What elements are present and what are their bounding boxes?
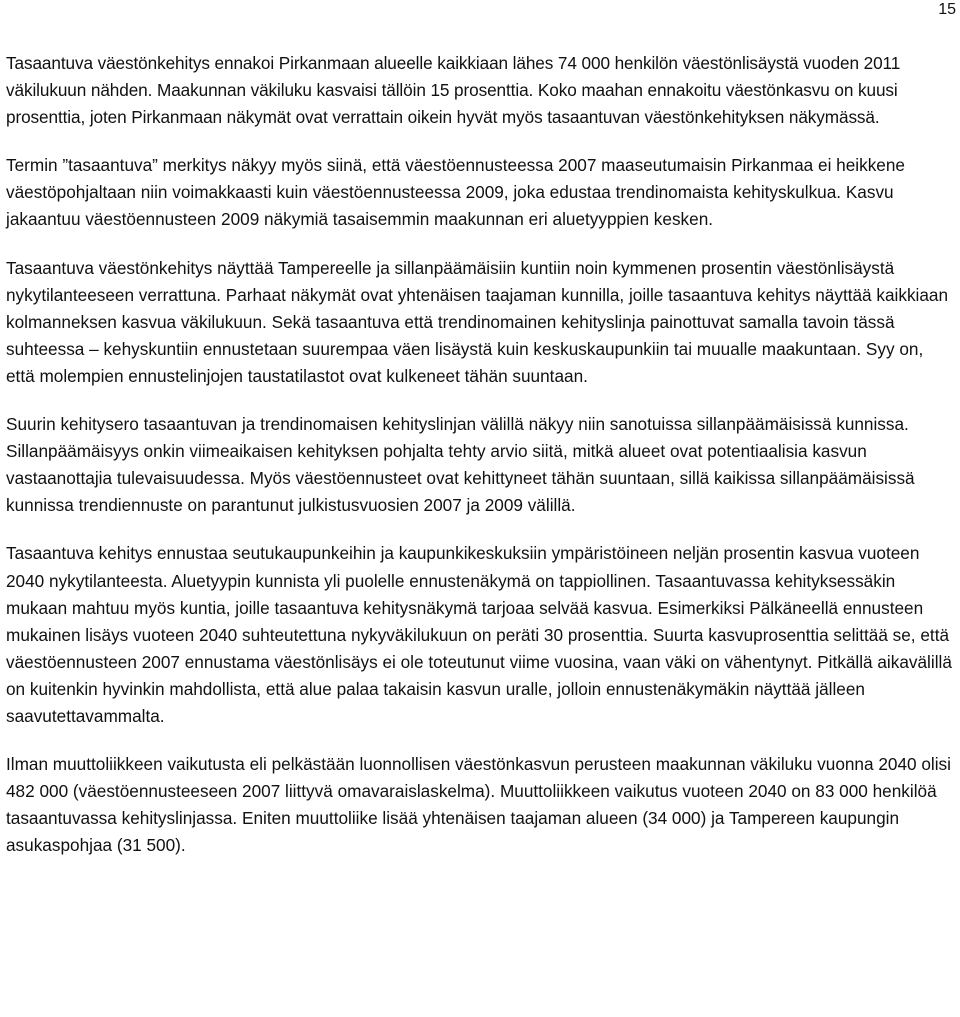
paragraph-population-growth-forecast: Tasaantuva väestönkehitys ennakoi Pirkanmaan alueelle kaikkiaan lähes 74 000 henkilön väestönlisäystä vuoden 2011 väkilukuun nähden. Maakunnan väkiluku kasvaisi tällöin 15 prosenttia. Koko maahan ennakoitu väestönkasvu on kuusi prosenttia, joten Pirkanmaan näkymät ovat verrattain oikein hyvät myös tasaantuvan väestönkehityksen näkymässä. (6, 53, 901, 128)
paragraph-migration-effect: Ilman muuttoliikkeen vaikutusta eli pelkästään luonnollisen väestönkasvun perusteen maakunnan väkiluku vuonna 2040 olisi 482 000 (väestöennusteeseen 2007 liittyvä omavaraislaskelma). Muuttoliikkeen vaikutus vuoteen 2040 on 83 000 henkilöä tasaantuvassa kehityslinjassa. Eniten muuttoliike lisää yhtenäisen taajaman alueen (34 000) ja Tampereen kaupungin asukaspohjaa (31 500). (6, 754, 951, 856)
paragraph-regional-towns-growth: Tasaantuva kehitys ennustaa seutukaupunkeihin ja kaupunkikeskuksiin ympäristöineen neljän prosentin kasvua vuoteen 2040 nykytilanteesta. Aluetyypin kunnista yli puolelle ennustenäkymä on tappiollinen. Tasaantuvassa kehityksessäkin mukaan mahtuu myös kuntia, joille tasaantuva kehitysnäkymä tarjoaa selvää kasvua. Esimerkiksi Pälkäneellä ennusteen mukainen lisäys vuoteen 2040 suhteutettuna nykyväkilukuun on peräti 30 prosenttia. Suurta kasvuprosenttia selittää se, että väestöennusteen 2007 ennustama väestönlisäys ei ole toteutunut viime vuosina, vaan väki on vähentynyt. Pitkällä aikavälillä on kuitenkin hyvinkin mahdollista, että alue palaa takaisin kasvun uralle, jolloin ennustenäkymäkin näyttää jälleen saavutettavammalta. (6, 543, 952, 726)
paragraph-tampere-bridgehead-municipalities: Tasaantuva väestönkehitys näyttää Tampereelle ja sillanpäämäisiin kuntiin noin kymmenen prosentin väestönlisäystä nykytilanteeseen verrattuna. Parhaat näkymät ovat yhtenäisen taajaman kunnilla, joille tasaantuva kehitys näyttää kaikkiaan kolmanneksen kasvua väkilukuun. Sekä tasaantuva että trendinomainen kehityslinja painottuvat samalla tavoin tässä suhteessa – kehyskuntiin ennustetaan suurempaa väen lisäystä kuin keskuskaupunkiin tai muualle maakuntaan. Syy on, että molempien ennustelinjojen taustatilastot ovat kulkeneet tähän suuntaan. (6, 257, 949, 386)
paragraph-largest-development-difference: Suurin kehitysero tasaantuvan ja trendinomaisen kehityslinjan välillä näkyy niin sanotuissa sillanpäämäisissä kunnissa. Sillanpäämäisyys onkin viimeaikaisen kehityksen pohjalta tehty arvio siitä, mitkä alueet ovat potentiaalisia kasvun vastaanottajia tulevaisuudessa. Myös väestöennusteet ovat kehittyneet tähän suuntaan, sillä kaikissa sillanpäämäisissä kunnissa trendiennuste on parantunut julkistusvuosien 2007 ja 2009 välillä. (6, 414, 915, 516)
page-number: 15 (938, 1, 956, 18)
paragraph-term-tasaantuva: Termin ”tasaantuva” merkitys näkyy myös siinä, että väestöennusteessa 2007 maaseutumaisin Pirkanmaa ei heikkene väestöpohjaltaan niin voimakkaasti kuin väestöennusteessa 2009, joka edustaa trendinomaista kehityskulkua. Kasvu jakaantuu väestöennusteen 2009 näkymiä tasaisemmin maakunnan eri aluetyyppien kesken. (6, 155, 905, 230)
document-body (6, 50, 956, 859)
